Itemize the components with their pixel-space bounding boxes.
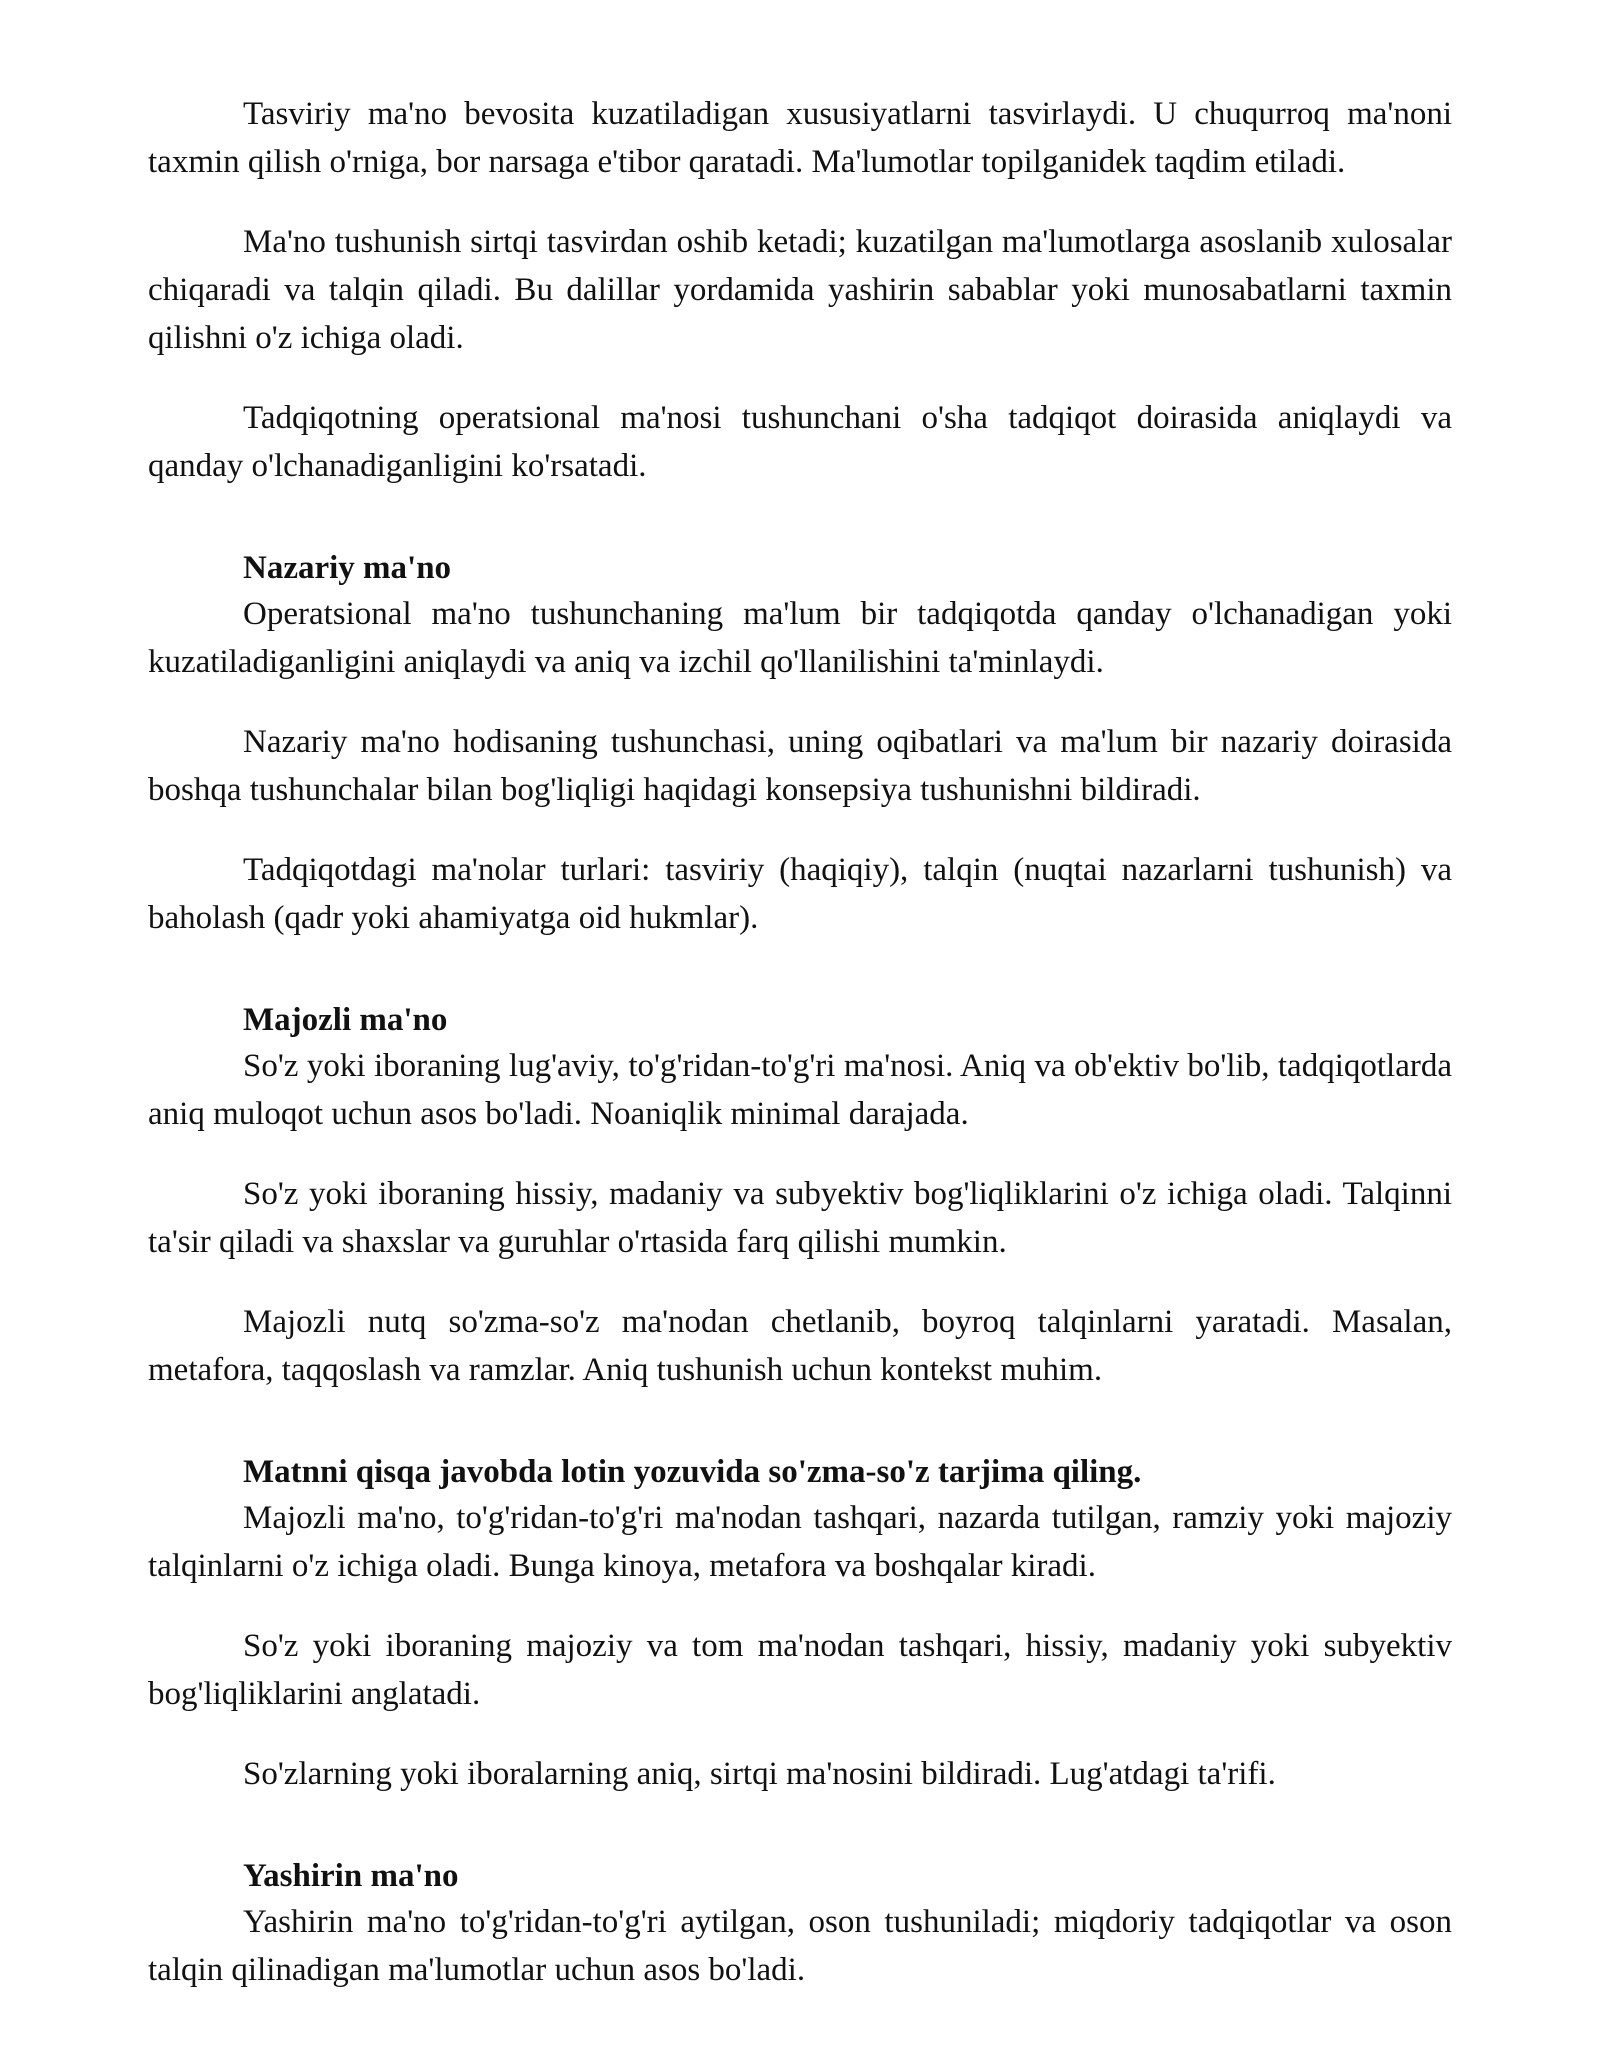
paragraph: Majozli ma'no, to'g'ridan-to'g'ri ma'nodan tashqari, nazarda tutilgan, ramziy yoki majoziy talqinlarni o'z ichiga oladi. Bunga kinoya, metafora va boshqalar kiradi. [148, 1500, 1452, 1584]
paragraph: So'zlarning yoki iboralarning aniq, sirtqi ma'nosini bildiradi. Lug'atdagi ta'rifi. [243, 1756, 1276, 1792]
paragraph: So'z yoki iboraning majoziy va tom ma'nodan tashqari, hissiy, madaniy yoki subyektiv bog'liqliklarini anglatadi. [148, 1628, 1452, 1712]
paragraph: Operatsional ma'no tushunchaning ma'lum bir tadqiqotda qanday o'lchanadigan yoki kuzatiladiganligini aniqlaydi va aniq va izchil qo'llanilishini ta'minlaydi. [148, 596, 1452, 680]
paragraph: Majozli nutq so'zma-so'z ma'nodan chetlanib, boyroq talqinlarni yaratadi. Masalan, metafora, taqqoslash va ramzlar. Aniq tushunish uchun kontekst muhim. [148, 1304, 1452, 1388]
paragraph: Ma'no tushunish sirtqi tasvirdan oshib ketadi; kuzatilgan ma'lumotlarga asoslanib xulosalar chiqaradi va talqin qiladi. Bu dalillar yordamida yashirin sabablar yoki munosabatlarni taxmin qilishni o'z ichiga oladi. [148, 224, 1452, 356]
document-body [148, 90, 1452, 2026]
section-heading-nazariy: Nazariy ma'no [243, 550, 452, 586]
section-heading-yashirin: Yashirin ma'no [243, 1858, 459, 1894]
paragraph: Tadqiqotdagi ma'nolar turlari: tasviriy (haqiqiy), talqin (nuqtai nazarlarni tushunish) va baholash (qadr yoki ahamiyatga oid hukmlar). [148, 852, 1452, 936]
paragraph: So'z yoki iboraning lug'aviy, to'g'ridan-to'g'ri ma'nosi. Aniq va ob'ektiv bo'lib, tadqiqotlarda aniq muloqot uchun asos bo'ladi. Noaniqlik minimal darajada. [148, 1048, 1452, 1132]
paragraph: Yashirin ma'no to'g'ridan-to'g'ri aytilgan, oson tushuniladi; miqdoriy tadqiqotlar va oson talqin qilinadigan ma'lumotlar uchun asos bo'ladi. [148, 1904, 1452, 1988]
section-heading-tarjima: Matnni qisqa javobda lotin yozuvida so'zma-so'z tarjima qiling. [243, 1454, 1142, 1490]
section-heading-majozli: Majozli ma'no [243, 1002, 448, 1038]
paragraph: Nazariy ma'no hodisaning tushunchasi, uning oqibatlari va ma'lum bir nazariy doirasida boshqa tushunchalar bilan bog'liqligi haqidagi konsepsiya tushunishni bildiradi. [148, 724, 1452, 808]
paragraph: Tadqiqotning operatsional ma'nosi tushunchani o'sha tadqiqot doirasida aniqlaydi va qanday o'lchanadiganligini ko'rsatadi. [148, 400, 1452, 484]
paragraph: So'z yoki iboraning hissiy, madaniy va subyektiv bog'liqliklarini o'z ichiga oladi. Talqinni ta'sir qiladi va shaxslar va guruhlar o'rtasida farq qilishi mumkin. [148, 1176, 1452, 1260]
paragraph: Tasviriy ma'no bevosita kuzatiladigan xususiyatlarni tasvirlaydi. U chuqurroq ma'noni taxmin qilish o'rniga, bor narsaga e'tibor qaratadi. Ma'lumotlar topilganidek taqdim etiladi. [148, 96, 1452, 180]
